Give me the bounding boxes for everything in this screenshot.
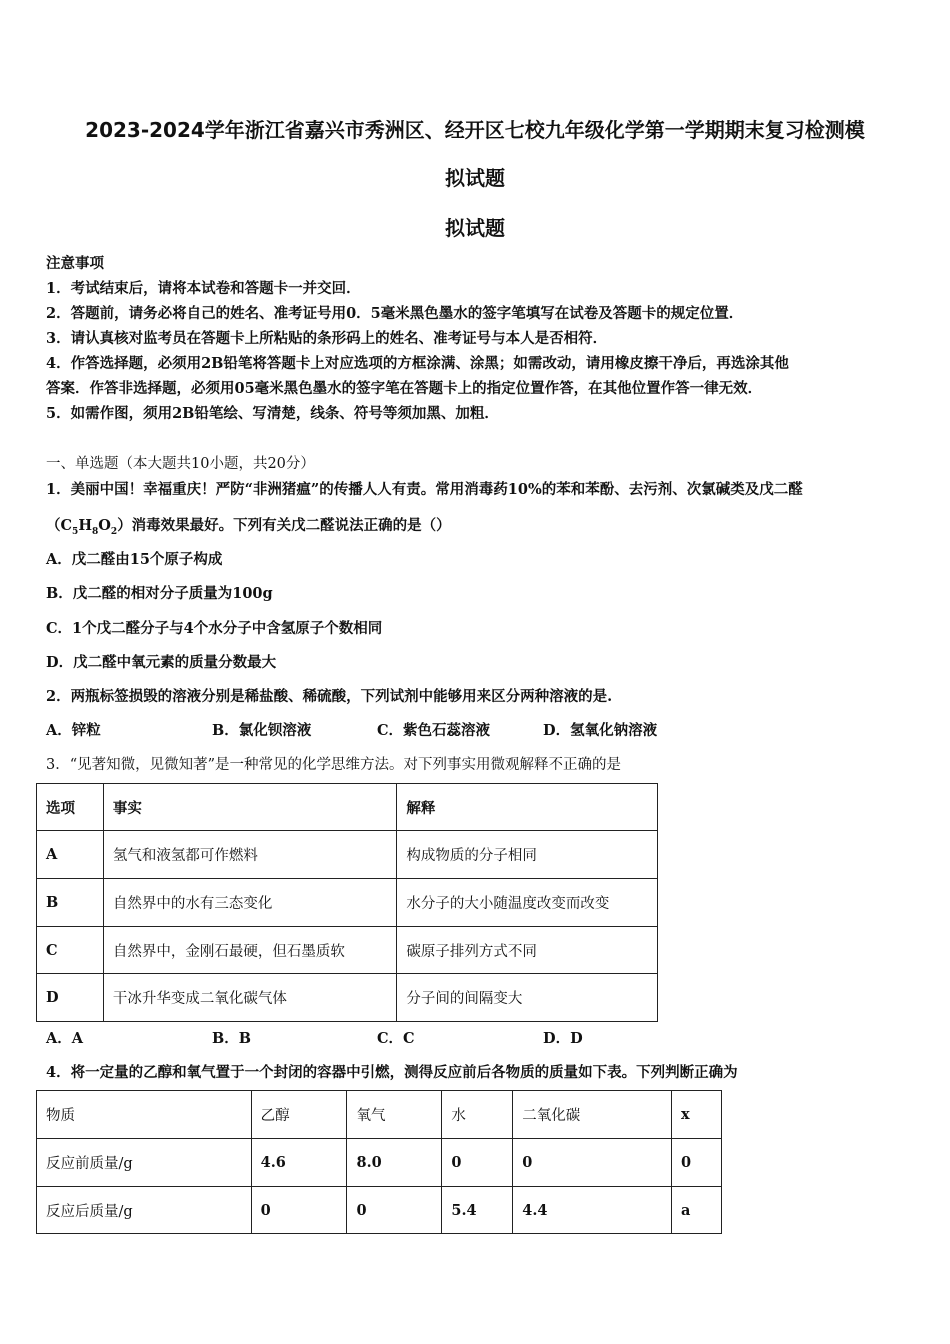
- table-row: [37, 974, 658, 1022]
- q3-option-d: D．D: [543, 1030, 583, 1047]
- q1-option-c: C．1个戊二醛分子与4个水分子中含氢原子个数相同: [46, 620, 383, 637]
- q2-option-a: A．锌粒: [46, 722, 101, 739]
- table-cell: 自然界中的水有三态变化: [103, 879, 397, 927]
- table-header-cell: 选项: [37, 784, 104, 831]
- table-header-row: [37, 1091, 722, 1139]
- q4-table: [36, 1090, 722, 1234]
- q3-stem: 3．“见著知微，见微知著”是一种常见的化学思维方法。对下列事实用微观解释不正确的是: [46, 757, 622, 773]
- table-cell: C: [37, 927, 104, 974]
- table-cell: 分子间的间隔变大: [397, 974, 658, 1022]
- title-line-3: 拟试题: [445, 216, 505, 240]
- table-row: [37, 1139, 722, 1187]
- table-cell: 5.4: [442, 1187, 513, 1234]
- table-cell: 碳原子排列方式不同: [397, 927, 658, 974]
- q1-option-d: D．戊二醛中氧元素的质量分数最大: [46, 654, 277, 671]
- notice-item: 1．考试结束后，请将本试卷和答题卡一并交回．: [46, 280, 361, 297]
- q1-option-a: A．戊二醛由15个原子构成: [46, 551, 223, 568]
- notice-item: 3．请认真核对监考员在答题卡上所粘贴的条形码上的姓名、准考证号与本人是否相符．: [46, 330, 608, 347]
- title-line-1: 2023-2024学年浙江省嘉兴市秀洲区、经开区七校九年级化学第一学期期末复习检测模: [85, 118, 865, 142]
- table-row: [37, 831, 658, 879]
- q1-stem-line-2: $(C_5H_8O_2)$消毒效果最好。下列有关戊二醛说法正确的是（）: [46, 517, 451, 537]
- table-row: [37, 879, 658, 927]
- notice-item: 5．如需作图，须用2B铅笔绘、写清楚，线条、符号等须加黑、加粗．: [46, 405, 499, 422]
- section-heading: 一、单选题（本大题共10小题，共20分）: [46, 456, 315, 472]
- q3-option-b: B．B: [212, 1030, 252, 1047]
- table-header-cell: 解释: [397, 784, 658, 831]
- q2-option-c: C．紫色石蕊溶液: [377, 722, 491, 739]
- table-cell: 0: [347, 1187, 442, 1234]
- q2-option-d: D．氢氧化钠溶液: [543, 722, 658, 739]
- table-header-cell: 物质: [37, 1091, 252, 1139]
- table-cell: 自然界中，金刚石最硬，但石墨质软: [103, 927, 397, 974]
- notice-item: 4．作答选择题，必须用2B铅笔将答题卡上对应选项的方框涂满、涂黑；如需改动，请用橡皮擦干净后，再选涂其他: [46, 355, 789, 372]
- table-cell: 干冰升华变成二氧化碳气体: [103, 974, 397, 1022]
- table-cell: 反应后质量/g: [37, 1187, 252, 1234]
- table-row: [37, 1187, 722, 1234]
- table-header-cell: 二氧化碳: [513, 1091, 672, 1139]
- table-header-cell: 氧气: [347, 1091, 442, 1139]
- notice-item: 答案．作答非选择题，必须用05毫米黑色墨水的签字笔在答题卡上的指定位置作答，在其他位置作答一律无效．: [46, 380, 763, 397]
- table-cell: B: [37, 879, 104, 927]
- table-cell: 0: [513, 1139, 672, 1187]
- q4-stem: 4．将一定量的乙醇和氧气置于一个封闭的容器中引燃，测得反应前后各物质的质量如下表。下列判断正确为: [46, 1064, 738, 1081]
- table-cell: 0: [251, 1187, 347, 1234]
- q1-stem-line-1: 1．美丽中国！幸福重庆！严防“非洲猪瘟”的传播人人有责。常用消毒药10%的苯和苯酚、去污剂、次氯碱类及戊二醛: [46, 481, 803, 498]
- table-cell: D: [37, 974, 104, 1022]
- table-row: [37, 927, 658, 974]
- table-cell: a: [672, 1187, 722, 1234]
- q2-stem: 2．两瓶标签损毁的溶液分别是稀盐酸、稀硫酸，下列试剂中能够用来区分两种溶液的是.: [46, 688, 613, 705]
- q2-option-b: B．氯化钡溶液: [212, 722, 312, 739]
- table-cell: 4.4: [513, 1187, 672, 1234]
- table-header-cell: 乙醇: [251, 1091, 347, 1139]
- table-header-cell: 事实: [103, 784, 397, 831]
- q3-option-c: C．C: [377, 1030, 415, 1047]
- table-header-row: [37, 784, 658, 831]
- q3-table: [36, 783, 658, 1022]
- table-cell: 4.6: [251, 1139, 347, 1187]
- table-header-cell: 水: [442, 1091, 513, 1139]
- notice-heading: 注意事项: [46, 255, 104, 272]
- table-cell: 氢气和液氢都可作燃料: [103, 831, 397, 879]
- table-header-cell: x: [672, 1091, 722, 1139]
- table-cell: 0: [672, 1139, 722, 1187]
- table-cell: 水分子的大小随温度改变而改变: [397, 879, 658, 927]
- q1-option-b: B．戊二醛的相对分子质量为100g: [46, 585, 273, 602]
- table-cell: A: [37, 831, 104, 879]
- table-cell: 构成物质的分子相同: [397, 831, 658, 879]
- q3-option-a: A．A: [46, 1030, 84, 1047]
- table-cell: 0: [442, 1139, 513, 1187]
- table-cell: 8.0: [347, 1139, 442, 1187]
- notice-item: 2．答题前，请务必将自己的姓名、准考证号用0．5毫米黑色墨水的签字笔填写在试卷及答题卡的规定位置．: [46, 305, 744, 322]
- title-line-2: 拟试题: [445, 166, 505, 190]
- table-cell: 反应前质量/g: [37, 1139, 252, 1187]
